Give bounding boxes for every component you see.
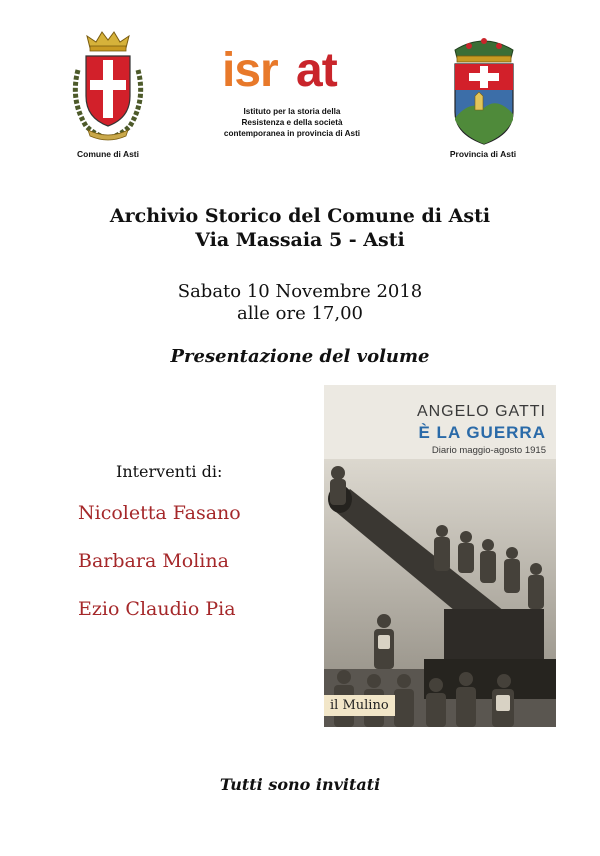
book-publisher: il Mulino: [324, 695, 395, 716]
svg-text:isr: isr: [222, 44, 278, 94]
israt-subtitle-line-1: Istituto per la storia della: [243, 107, 341, 116]
svg-text:at: at: [296, 44, 337, 94]
presentation-heading: Presentazione del volume: [170, 346, 430, 367]
speaker-name: Ezio Claudio Pia: [78, 598, 236, 620]
closing-invitation: Tutti sono invitati: [219, 775, 381, 794]
venue-line-2: Via Massaia 5 - Asti: [195, 229, 405, 251]
event-date: Sabato 10 Novembre 2018: [177, 281, 423, 302]
book-subtitle: Diario maggio-agosto 1915: [431, 445, 546, 456]
speaker-name: Barbara Molina: [78, 550, 229, 572]
speaker-name: Nicoletta Fasano: [78, 502, 241, 524]
speakers-label: Interventi di:: [116, 462, 223, 481]
comune-caption: Comune di Asti: [76, 149, 140, 159]
israt-subtitle-line-3: contemporanea in provincia di Asti: [223, 129, 361, 138]
israt-subtitle: [192, 106, 392, 139]
event-time: alle ore 17,00: [237, 303, 363, 324]
book-title: È LA GUERRA: [418, 423, 546, 442]
venue-line-1: Archivio Storico del Comune di Asti: [109, 205, 491, 227]
comune-di-asti-crest: [66, 30, 150, 148]
book-author: ANGELO GATTI: [416, 403, 546, 420]
book-cover: [324, 385, 556, 727]
provincia-di-asti-crest: [445, 30, 523, 148]
cover-photo-artillery-soldiers: [324, 459, 556, 727]
israt-logo: [220, 44, 362, 94]
provincia-caption: Provincia di Asti: [449, 149, 517, 159]
israt-subtitle-line-2: Resistenza e della società: [241, 118, 343, 127]
